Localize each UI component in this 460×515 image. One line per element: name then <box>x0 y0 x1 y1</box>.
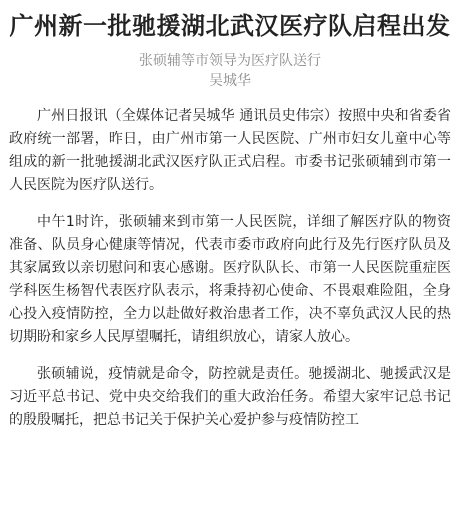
paragraph-1: 广州日报讯（全媒体记者吴城华 通讯员史伟宗）按照中央和省委省政府统一部署，昨日，由广州市第一人民医院、广州市妇女儿童中心等组成的新一批驰援湖北武汉医疗队正式启程。市委书记张硕辅到市第一人民医院为医疗队送行。 <box>9 108 451 193</box>
article-body <box>9 105 451 432</box>
subtitle: 张硕辅等市领导为医疗队送行 <box>139 53 321 69</box>
paragraph-3: 张硕辅说，疫情就是命令，防控就是责任。驰援湖北、驰援武汉是习近平总书记、党中央交给我们的重大政治任务。希望大家牢记总书记的殷殷嘱托，把总书记关于保护关心爱护参与疫情防控工 <box>9 366 451 428</box>
headline: 广州新一批驰援湖北武汉医疗队启程出发 <box>9 12 451 40</box>
paragraph-2: 中午1时许，张硕辅来到市第一人民医院，详细了解医疗队的物资准备、队员身心健康等情况，代表市委市政府向此行及先行医疗队员及其家属致以亲切慰问和衷心感谢。医疗队队长、市第一人民医院重症医学科医生杨智代表医疗队表示，将秉持初心使命、不畏艰难险阻，全身心投入疫情防控，全力以赴做好救治患者工作，决不辜负武汉人民的热切期盼和家乡人民厚望嘱托，请组织放心，请家人放心。 <box>9 214 451 345</box>
author-byline: 吴城华 <box>209 73 251 89</box>
